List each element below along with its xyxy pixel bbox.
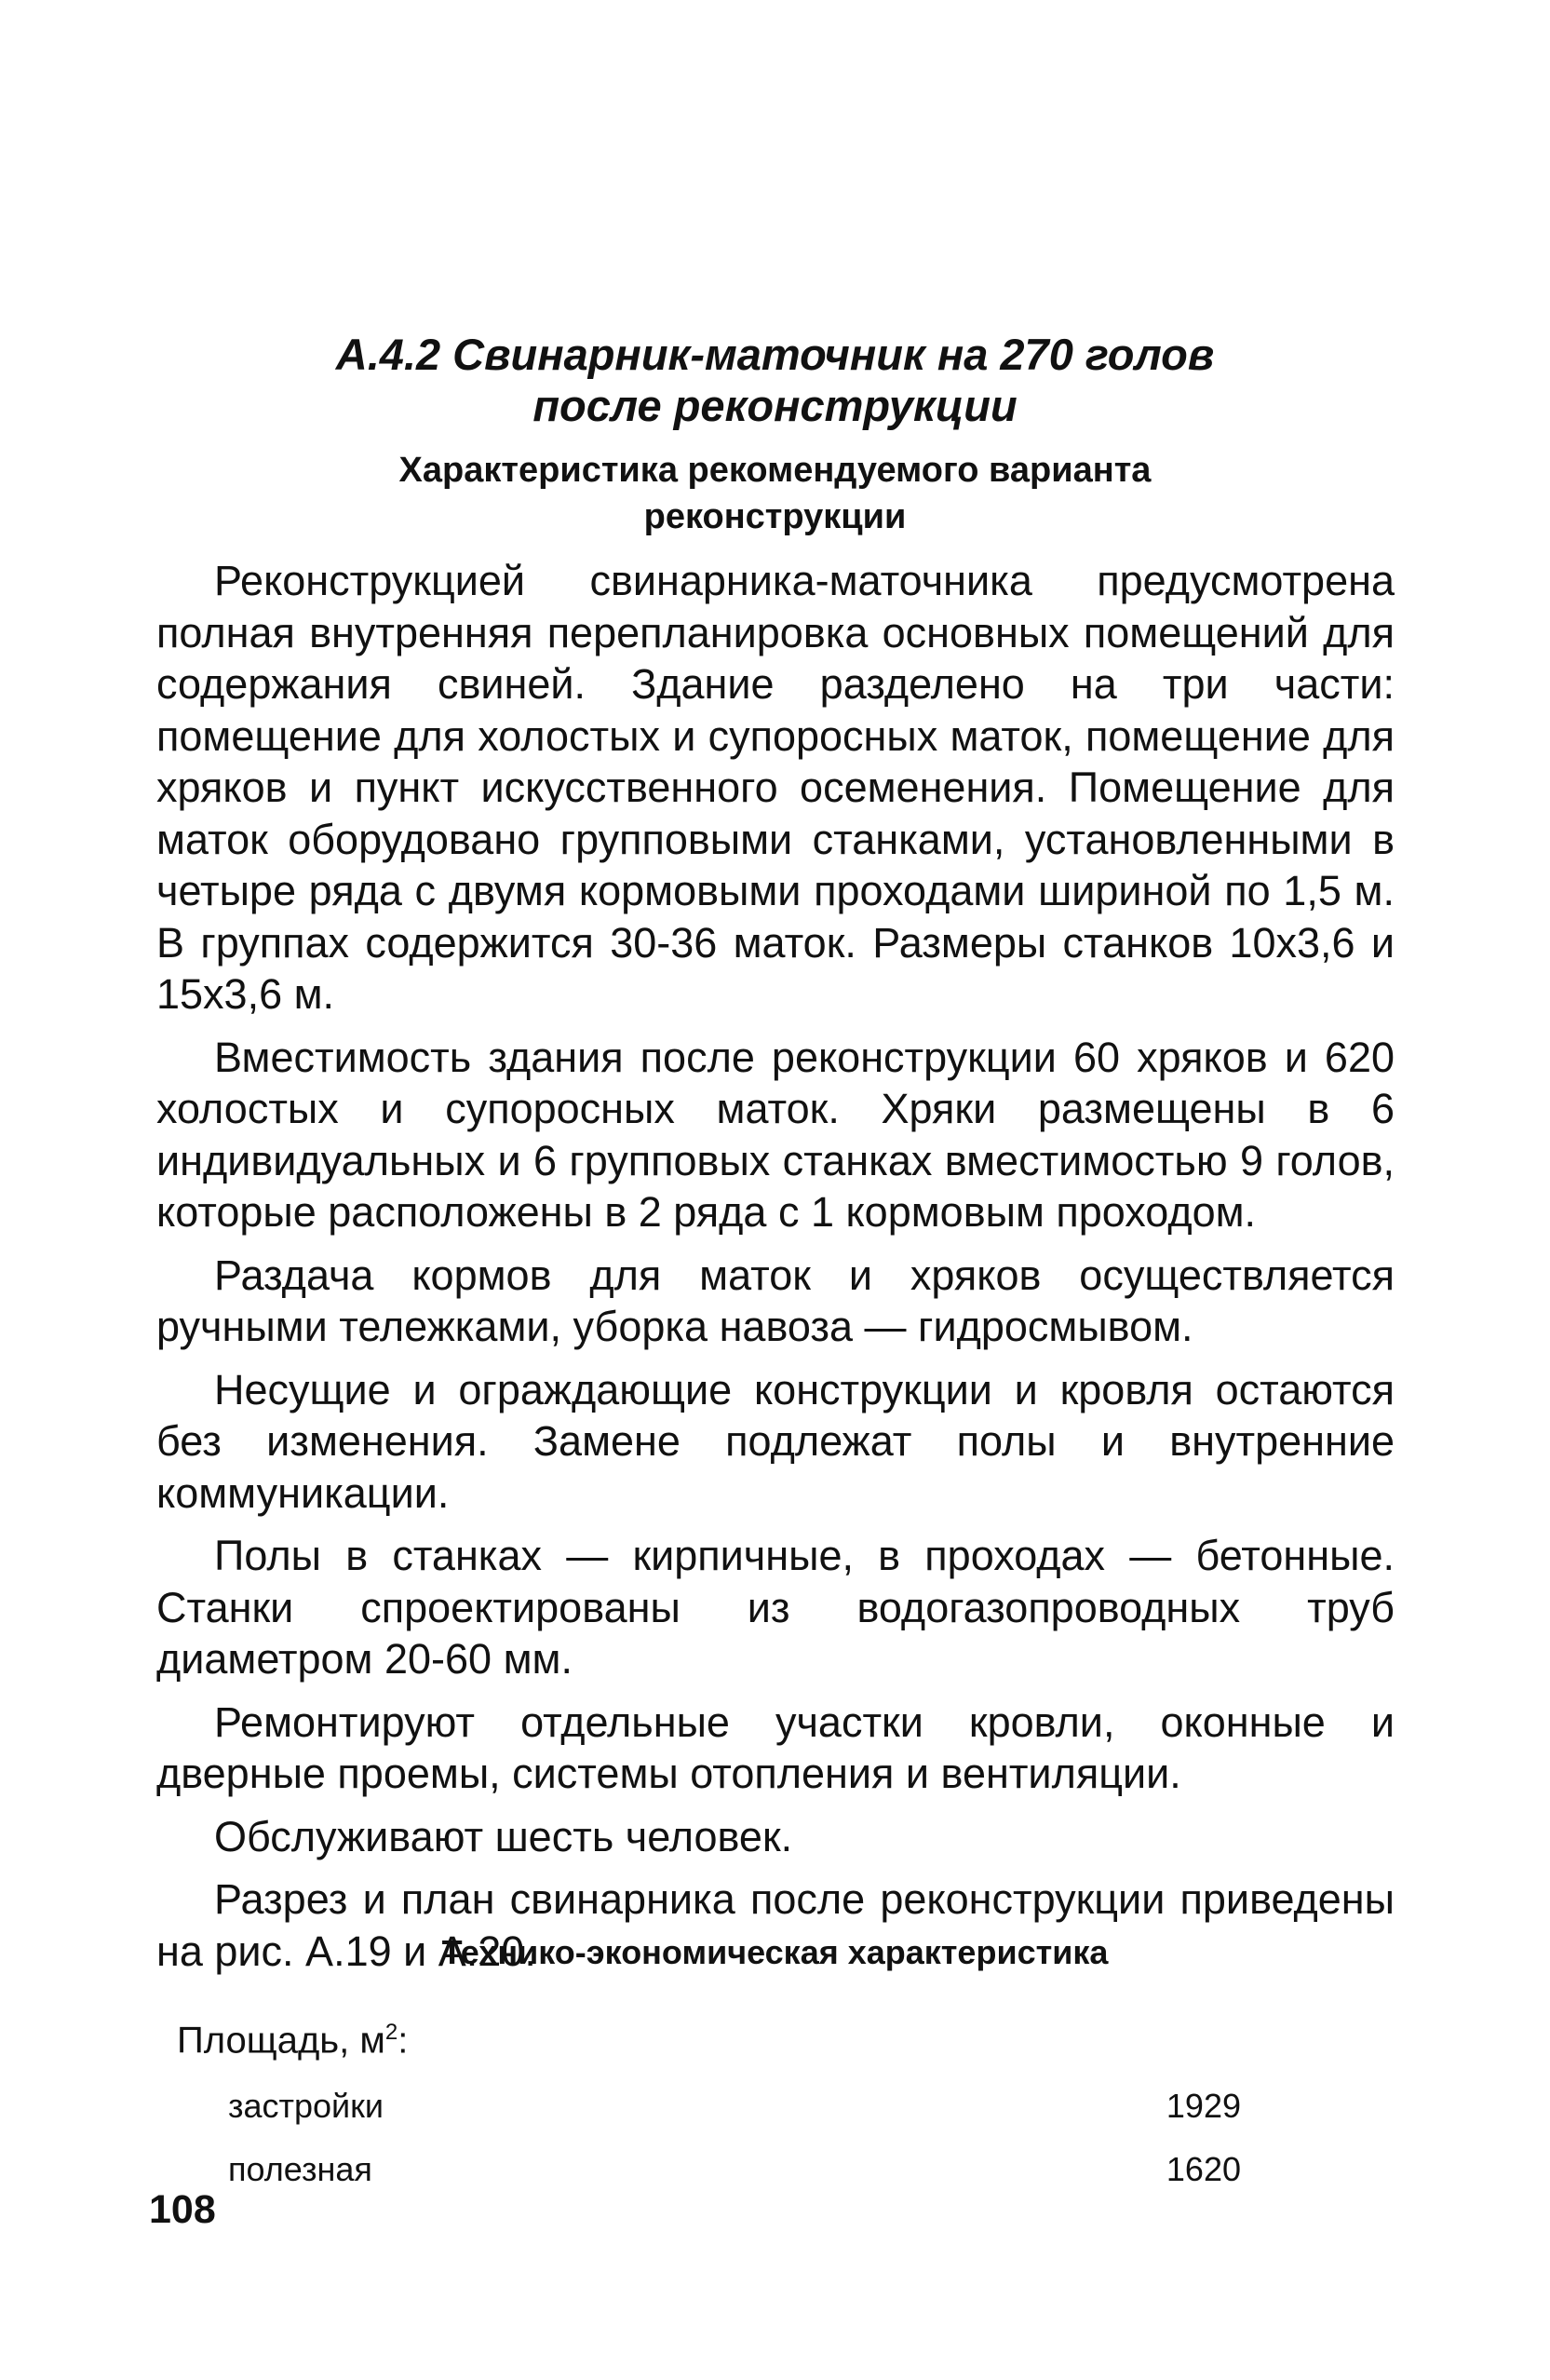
- paragraph: Обслуживают шесть человек.: [214, 1812, 793, 1860]
- row-label: застройки: [228, 2087, 384, 2125]
- section-title-line-1: А.4.2 Свинарник-маточник на 270 голов: [335, 330, 1215, 379]
- section-subtitle: [0, 447, 1550, 540]
- row-value: 1620: [1166, 2150, 1241, 2188]
- body-text: [156, 555, 1395, 1988]
- page-number: 108: [149, 2187, 216, 2232]
- row-value: 1929: [1166, 2087, 1241, 2125]
- tech-characteristics-heading: Технико-экономическая характеристика: [441, 1933, 1109, 1971]
- section-title: [0, 329, 1550, 431]
- paragraph: Реконструкцией свинарника-маточника предусмотрена полная внутренняя перепланировка основных помещений для содержания свиней. Здание разделено на три части: помещение для холостых и супоросных маток, помещение для хряков и пункт искусственного осеменения. Помещение для маток оборудовано групповыми станками, установленными в четыре ряда с двумя кормовыми проходами шириной по 1,5 м. В группах содержится 30-36 маток. Размеры станков 10х3,6 и 15х3,6 м.: [156, 557, 1395, 1018]
- area-label-colon: :: [398, 2020, 409, 2062]
- paragraph: Вместимость здания после реконструкции 60 хряков и 620 холостых и супоросных маток. Хряки размещены в 6 индивидуальных и 6 групповых станках вместимостью 9 голов, которые расположены в 2 ряда с 1 кормовым проходом.: [156, 1033, 1395, 1236]
- section-subtitle-line-2: реконструкции: [643, 497, 907, 536]
- row-label: полезная: [228, 2150, 372, 2188]
- table-row: [228, 2149, 1241, 2190]
- paragraph: Раздача кормов для маток и хряков осуществляется ручными тележками, уборка навоза — гидросмывом.: [156, 1251, 1395, 1350]
- table-row: [228, 2086, 1241, 2127]
- paragraph: Несущие и ограждающие конструкции и кровля остаются без изменения. Замене подлежат полы и внутренние коммуникации.: [156, 1365, 1395, 1517]
- area-unit-superscript: 2: [384, 2020, 398, 2045]
- paragraph: Разрез и план свинарника после реконструкции приведены на рис. А.19 и А.20.: [156, 1875, 1395, 1975]
- paragraph: Полы в станках — кирпичные, в проходах — бетонные. Станки спроектированы из водогазопроводных труб диаметром 20-60 мм.: [156, 1532, 1395, 1683]
- section-title-line-2: после реконструкции: [532, 381, 1018, 430]
- section-subtitle-line-1: Характеристика рекомендуемого варианта: [398, 451, 1152, 490]
- paragraph: Ремонтируют отдельные участки кровли, оконные и дверные проемы, системы отопления и вентиляции.: [156, 1697, 1395, 1797]
- area-label: [177, 2009, 408, 2063]
- area-label-text: Площадь, м: [177, 2020, 385, 2062]
